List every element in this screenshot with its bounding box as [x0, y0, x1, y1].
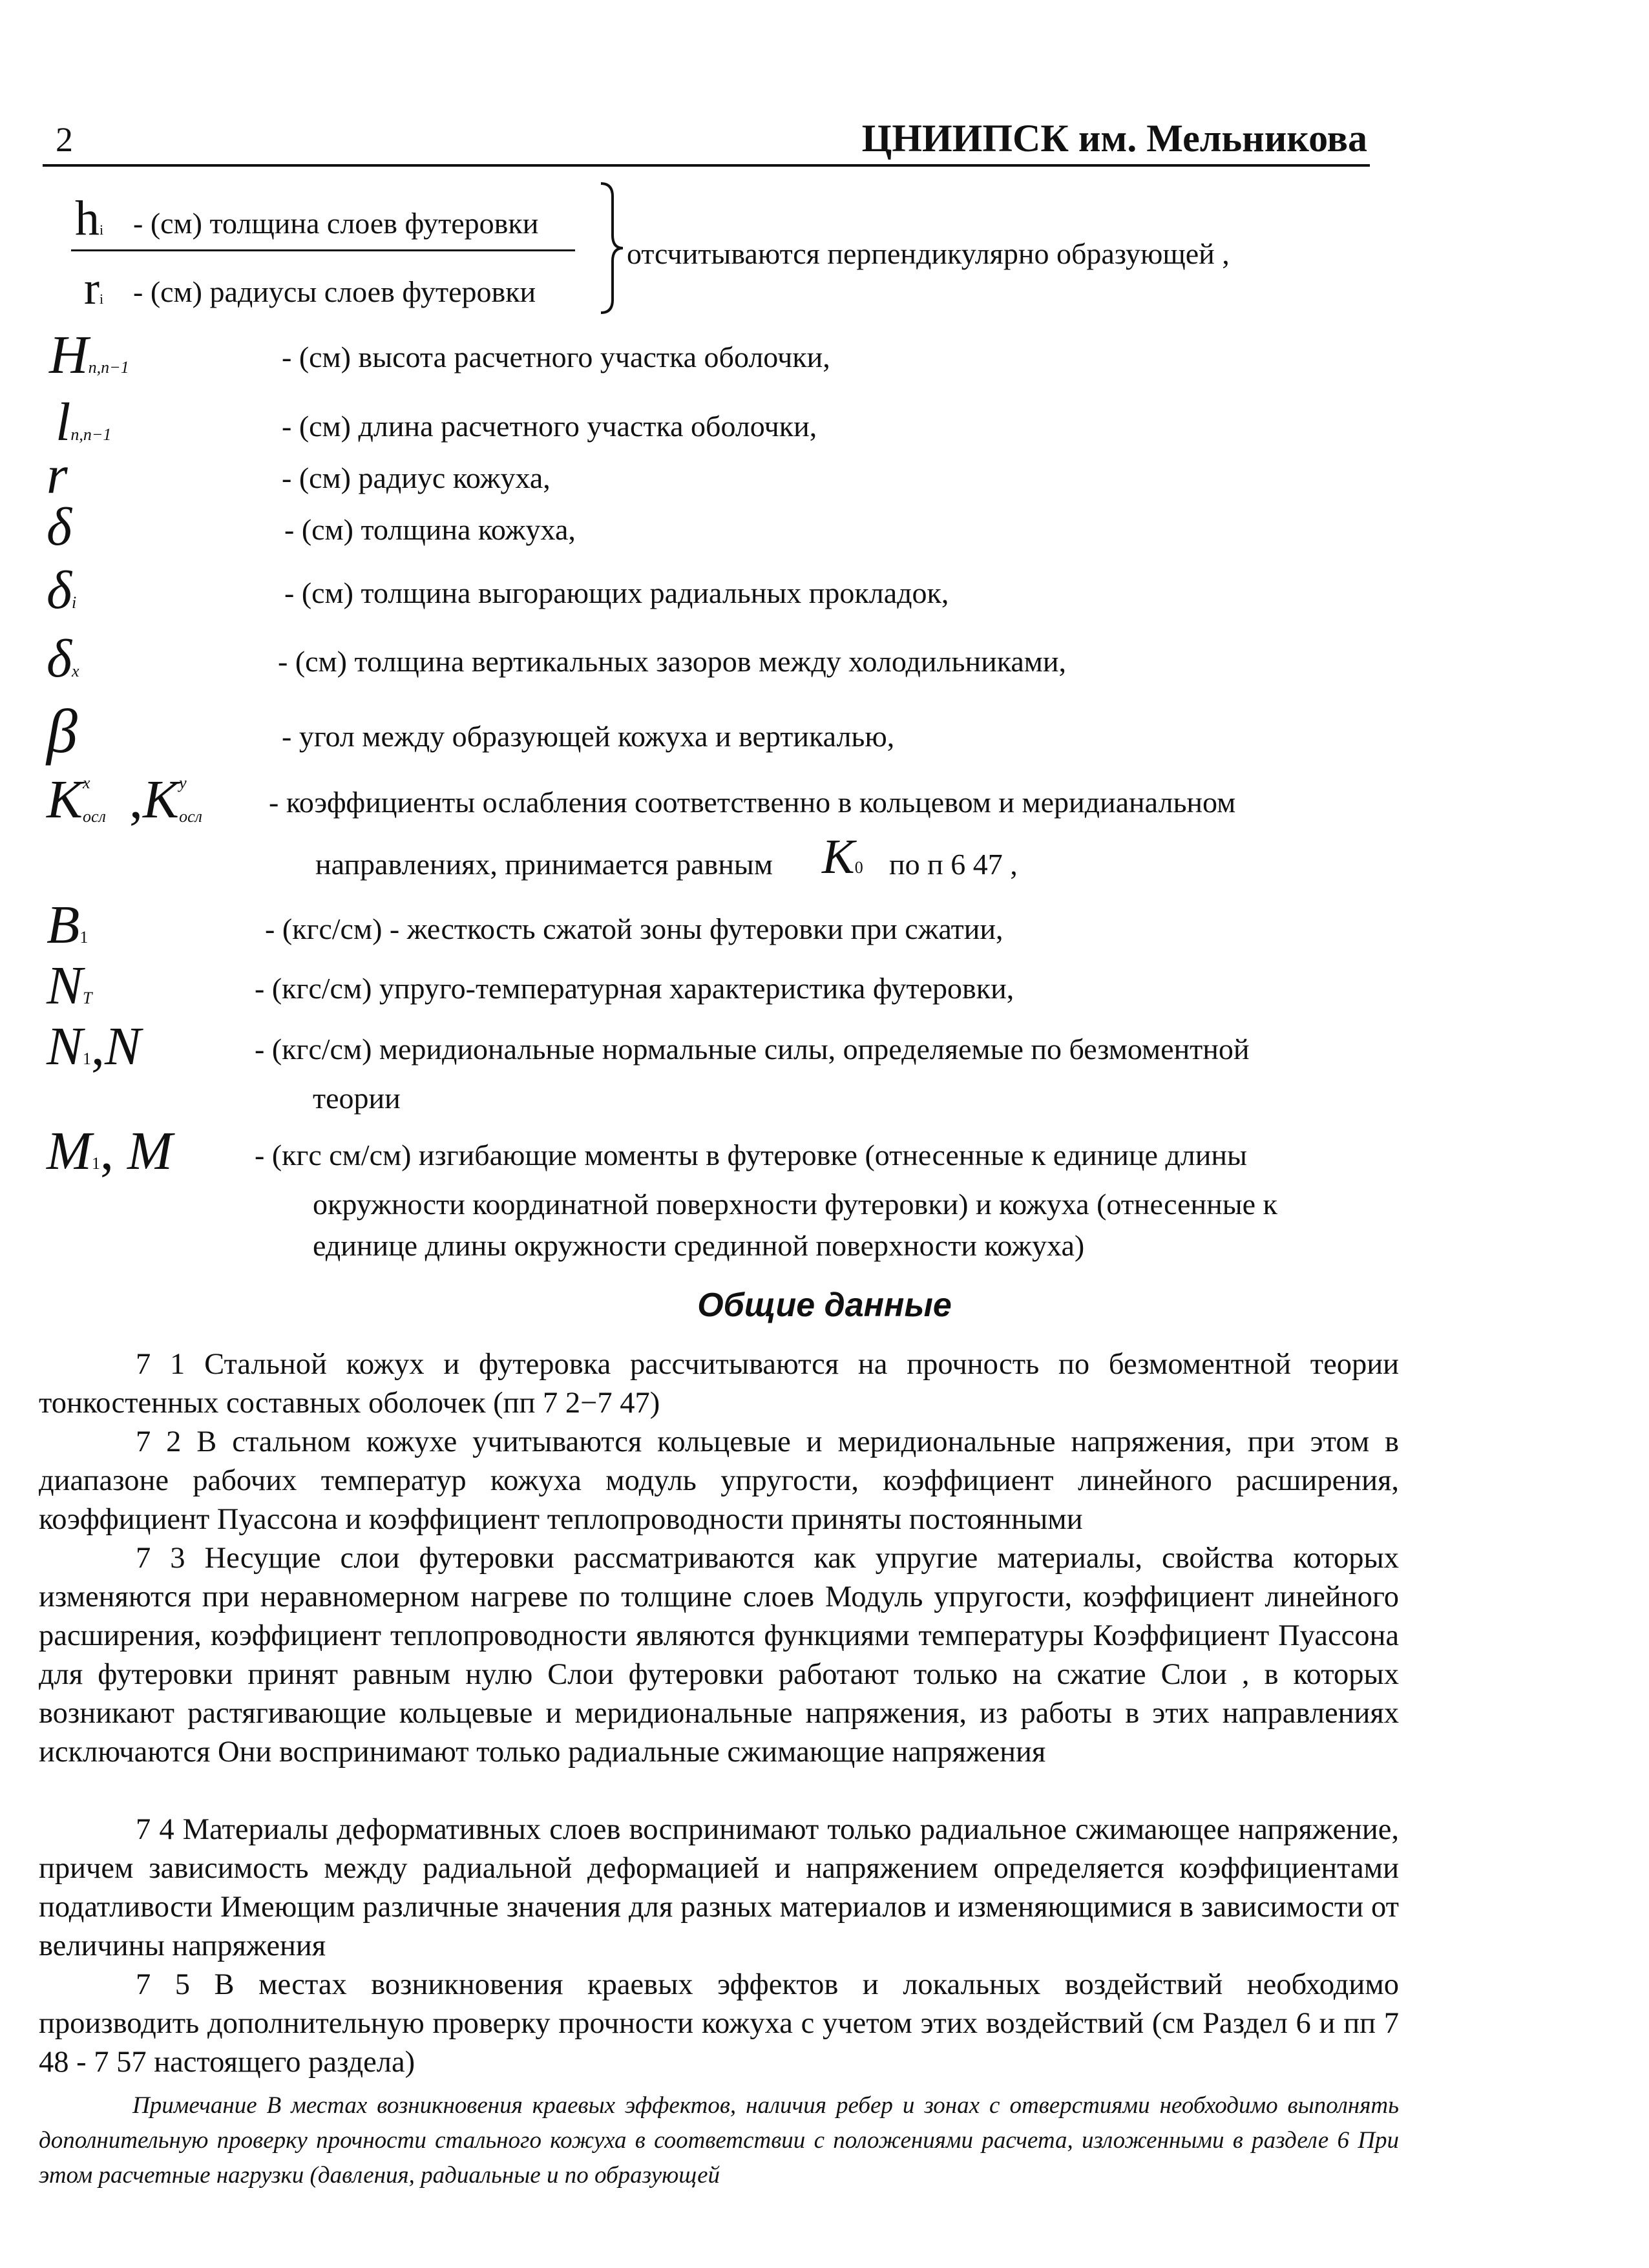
symbol-B1: B1 [47, 895, 89, 955]
definition-H: - (см) высота расчетного участка оболочки, [282, 341, 830, 373]
symbol-M1-M: M1, M [47, 1121, 173, 1181]
definition-M-line3: единице длины окружности срединной поверхности кожуха) [313, 1229, 1085, 1262]
symbol-H: Hn,n−1 [49, 325, 129, 385]
symbol-l: ln,n−1 [56, 392, 112, 452]
definition-delta-x: - (см) толщина вертикальных зазоров между холодильниками, [278, 645, 1066, 678]
symbol-delta: δ [47, 497, 72, 557]
right-brace-icon [598, 181, 624, 315]
definition-K-line2b: по п 6 47 , [889, 848, 1018, 881]
paragraph-7-3: 7 3 Несущие слои футеровки рассматриваются как упругие материалы, свойства которых изменяются при неравномерном нагреве по толщине слоев Модуль упругости, коэффициент линейного расширения, коэффициент теплопроводности являются функциями температуры Коэффициент Пуассона для футеровки принят равным нулю Слои футеровки работают только на сжатие Слои , в которых возникают растягивающие кольцевые и меридиональные напряжения, из работы в этих направлениях исключаются Они воспринимают только радиальные сжимающие напряжения [39, 1542, 1399, 1769]
definition-K-line1: - коэффициенты ослабления соответственно в кольцевом и меридианальном [269, 786, 1236, 819]
definition-beta: - угол между образующей кожуха и вертикалью, [282, 720, 895, 753]
definition-h-i: - (см) толщина слоев футеровки [133, 207, 539, 240]
paragraph-7-1: 7 1 Стальной кожух и футеровка рассчитываются на прочность по безмоментной теории тонкостенных составных оболочек (пп 7 2−7 47) [39, 1348, 1399, 1420]
symbol-r: r [47, 445, 68, 505]
symbol-r-i: ri [84, 262, 104, 314]
definition-delta: - (см) толщина кожуха, [284, 513, 576, 546]
paragraph-7-5: 7 5 В местах возникновения краевых эффектов и локальных воздействий необходимо производить дополнительную проверку прочности кожуха с учетом этих воздействий (см Раздел 6 и пп 7 48 - 7 57 настоящего раздела) [39, 1968, 1399, 2079]
definition-N-line2: теории [313, 1082, 401, 1115]
symbol-delta-i: δi [47, 560, 77, 620]
definition-M-line1: - (кгс см/см) изгибающие моменты в футеровке (отнесенные к единице длины [255, 1139, 1247, 1171]
section-title: Общие данные [697, 1286, 952, 1324]
symbol-h-i: hi [75, 191, 104, 246]
symbol-beta: β [47, 697, 78, 766]
definition-delta-i: - (см) толщина выгорающих радиальных прокладок, [284, 576, 949, 609]
paragraph-7-2: 7 2 В стальном кожухе учитываются кольцевые и меридиональные напряжения, при этом в диапазоне рабочих температур кожуха модуль упругости, коэффициент линейного расширения, коэффициент Пуассона и коэффициент теплопроводности приняты постоянными [39, 1425, 1399, 1536]
definition-B1: - (кгс/см) - жесткость сжатой зоны футеровки при сжатии, [265, 912, 1003, 945]
fraction-line [71, 249, 575, 251]
definition-N-T: - (кгс/см) упруго-температурная характеристика футеровки, [255, 972, 1014, 1005]
header-rule [43, 164, 1370, 167]
symbol-K-osl: K x осл ,K y осл [47, 770, 202, 830]
definition-M-line2: окружности координатной поверхности футеровки) и кожуха (отнесенные к [313, 1188, 1277, 1221]
symbol-delta-x: δx [47, 629, 79, 689]
symbol-N-T: NT [47, 956, 92, 1016]
note: Примечание В местах возникновения краевых эффектов, наличия ребер и зонах с отверстиями необходимо выполнять дополнительную проверку прочности стального кожуха в соответствии с положениями расчета, изложенными в разделе 6 При этом расчетные нагрузки (давления, радиальные и по образующей [39, 2092, 1399, 2189]
symbol-N1-N: N1,N [47, 1016, 142, 1076]
institute-name: ЦНИИПСК им. Мельникова [861, 117, 1367, 160]
definition-N-line1: - (кгс/см) меридиональные нормальные силы, определяемые по безмоментной [255, 1033, 1250, 1066]
symbol-K0: K0 [822, 830, 863, 884]
definition-l: - (см) длина расчетного участка оболочки, [282, 410, 817, 443]
paragraph-7-4: 7 4 Материалы деформативных слоев воспринимают только радиальное сжимающее напряжение, причем зависимость между радиальной деформацией и напряжением определяется коэффициентами податливости Имеющим различные значения для разных материалов и изменяющимися в зависимости от величины напряжения [39, 1813, 1399, 1962]
page-number: 2 [56, 120, 73, 159]
definition-K-line2a: направлениях, принимается равным [315, 848, 773, 881]
definition-r-i: - (см) радиусы слоев футеровки [133, 275, 536, 308]
brace-note: отсчитываются перпендикулярно образующей , [627, 237, 1230, 270]
definition-r: - (см) радиус кожуха, [282, 461, 551, 494]
